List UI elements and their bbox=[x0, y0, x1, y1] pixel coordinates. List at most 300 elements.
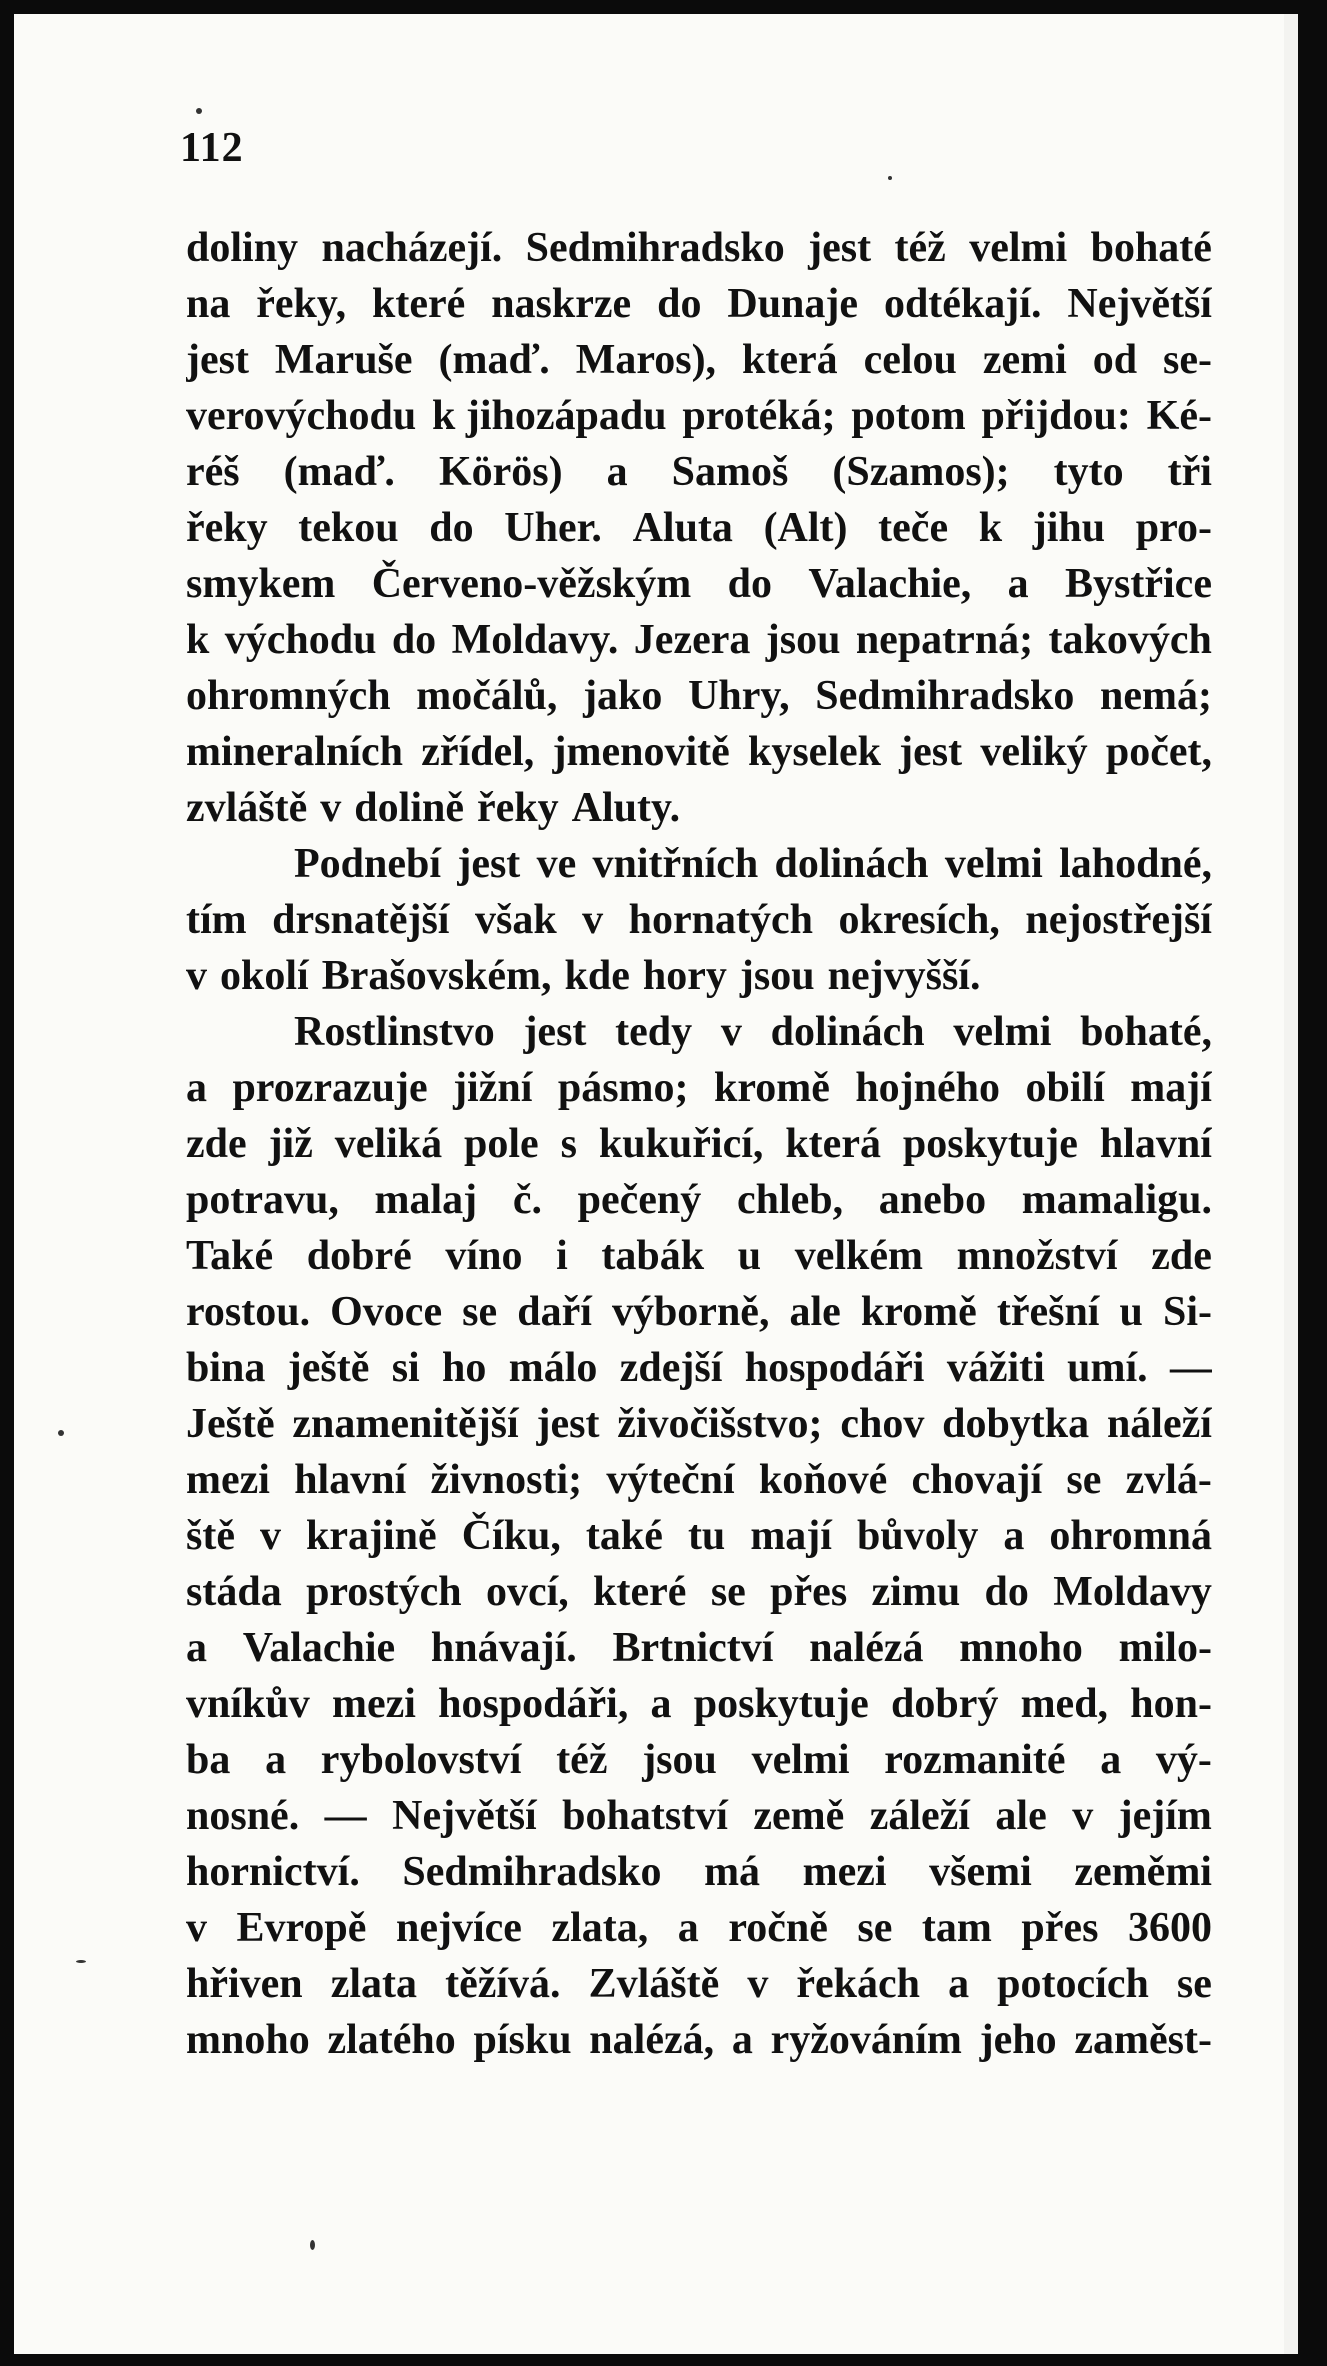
word: zlatého bbox=[327, 2017, 456, 2063]
text-line bbox=[186, 1620, 1212, 1676]
word: obilí bbox=[1025, 1065, 1105, 1111]
word: přes bbox=[770, 1569, 848, 1615]
word: hlavní bbox=[1099, 1121, 1212, 1167]
word: řeky, bbox=[256, 281, 347, 327]
text-line bbox=[186, 444, 1212, 500]
body-text bbox=[186, 220, 1212, 2068]
word: Ké- bbox=[1146, 393, 1212, 439]
word: (Alt) bbox=[763, 505, 848, 551]
word: kde bbox=[564, 953, 630, 999]
word: výteční bbox=[606, 1457, 735, 1503]
word: všemi bbox=[929, 1849, 1032, 1895]
text-line bbox=[186, 1564, 1212, 1620]
word: dobrý bbox=[891, 1681, 999, 1727]
word: — bbox=[324, 1793, 367, 1839]
word: daří bbox=[517, 1289, 592, 1335]
word: naskrze bbox=[491, 281, 632, 327]
word: se bbox=[1066, 1457, 1102, 1503]
word: a bbox=[731, 2017, 753, 2063]
word: však bbox=[474, 897, 557, 943]
word: jest bbox=[186, 337, 249, 383]
word: mezi bbox=[186, 1457, 270, 1503]
text-line bbox=[186, 836, 1212, 892]
text-line bbox=[186, 892, 1212, 948]
word: jest bbox=[457, 841, 521, 887]
word: Maros), bbox=[575, 337, 717, 383]
word: Rostlinstvo bbox=[294, 1009, 495, 1055]
word: ryžováním bbox=[770, 2017, 962, 2063]
word: do bbox=[984, 1569, 1029, 1615]
word: velmi bbox=[944, 841, 1043, 887]
word: kukuřicí, bbox=[598, 1121, 764, 1167]
text-line bbox=[186, 1004, 1212, 1060]
word: ale bbox=[995, 1793, 1047, 1839]
word: med, bbox=[1020, 1681, 1109, 1727]
text-line bbox=[186, 1452, 1212, 1508]
word: málo bbox=[508, 1345, 598, 1391]
word: přijdou: bbox=[981, 393, 1131, 439]
word: jest bbox=[536, 1401, 600, 1447]
word: stáda bbox=[186, 1569, 282, 1615]
word: těžívá. bbox=[445, 1961, 561, 2007]
text-line bbox=[186, 220, 1212, 276]
word: mezi bbox=[802, 1849, 887, 1895]
word: (maď. bbox=[283, 449, 395, 495]
word: zvláště bbox=[186, 785, 308, 831]
word: pásmo; bbox=[557, 1065, 689, 1111]
word: tu bbox=[687, 1513, 726, 1559]
word: a bbox=[677, 1905, 699, 1951]
word: močálů, bbox=[416, 673, 558, 719]
word: řeky bbox=[186, 505, 268, 551]
print-speck bbox=[310, 2240, 315, 2250]
word: přes bbox=[1021, 1905, 1099, 1951]
word: hnávají. bbox=[430, 1625, 577, 1671]
word: ště bbox=[186, 1513, 235, 1559]
text-line bbox=[186, 1284, 1212, 1340]
print-speck bbox=[76, 1960, 86, 1963]
word: nalézá, bbox=[589, 2017, 715, 2063]
word: země bbox=[753, 1793, 845, 1839]
word: ho bbox=[442, 1345, 487, 1391]
word: koňové bbox=[758, 1457, 888, 1503]
word: Největší bbox=[1067, 281, 1212, 327]
word: v bbox=[186, 1905, 207, 1951]
word: hory bbox=[642, 953, 727, 999]
word: tedy bbox=[615, 1009, 693, 1055]
word: pole bbox=[464, 1121, 539, 1167]
word: bůvoly bbox=[856, 1513, 979, 1559]
word: Zvláště bbox=[588, 1961, 720, 2007]
word: ale bbox=[789, 1289, 841, 1335]
word: doliny bbox=[186, 225, 299, 271]
word: též bbox=[894, 225, 946, 271]
text-line bbox=[186, 668, 1212, 724]
word: a bbox=[186, 1625, 207, 1671]
word: bohaté bbox=[1090, 225, 1212, 271]
word: zeměmi bbox=[1074, 1849, 1212, 1895]
word: k bbox=[978, 505, 1003, 551]
word: zdejší bbox=[619, 1345, 723, 1391]
word: poskytuje bbox=[902, 1121, 1078, 1167]
word: a bbox=[948, 1961, 970, 2007]
word: verovýchodu bbox=[186, 393, 417, 439]
word: též bbox=[556, 1737, 608, 1783]
word: hospodáři, bbox=[438, 1681, 629, 1727]
word: pro- bbox=[1135, 505, 1212, 551]
word: dolině bbox=[354, 785, 464, 831]
word: odtékají. bbox=[883, 281, 1042, 327]
word: potocích bbox=[997, 1961, 1149, 2007]
word: živočišstvo; bbox=[617, 1401, 823, 1447]
word: nacházejí. bbox=[321, 225, 503, 271]
text-line bbox=[186, 332, 1212, 388]
word: zřídel, bbox=[421, 729, 535, 775]
word: veliká bbox=[334, 1121, 443, 1167]
word: zde bbox=[1151, 1233, 1212, 1279]
text-line bbox=[186, 556, 1212, 612]
text-line bbox=[186, 1788, 1212, 1844]
word: zlata bbox=[330, 1961, 418, 2007]
word: od bbox=[1092, 337, 1138, 383]
word: v bbox=[1072, 1793, 1094, 1839]
word: a bbox=[1003, 1513, 1025, 1559]
word: a bbox=[265, 1737, 287, 1783]
word: záleží bbox=[869, 1793, 970, 1839]
word: rostou. bbox=[186, 1289, 311, 1335]
word: velkém bbox=[794, 1233, 923, 1279]
word: réš bbox=[186, 449, 240, 495]
word: drsnatější bbox=[272, 897, 450, 943]
text-line bbox=[186, 1116, 1212, 1172]
word: tyto bbox=[1053, 449, 1124, 495]
word: ohromná bbox=[1049, 1513, 1212, 1559]
page-number: 112 bbox=[180, 125, 244, 171]
word: řekách bbox=[796, 1961, 921, 2007]
word: již bbox=[268, 1121, 313, 1167]
word: tři bbox=[1167, 449, 1212, 495]
word: zvlá- bbox=[1125, 1457, 1212, 1503]
word: třešní bbox=[996, 1289, 1100, 1335]
word: mají bbox=[750, 1513, 832, 1559]
text-line bbox=[186, 948, 1212, 1004]
word: lahodné, bbox=[1059, 841, 1212, 887]
text-line bbox=[186, 500, 1212, 556]
word: velmi bbox=[969, 225, 1068, 271]
word: Maruše bbox=[274, 337, 413, 383]
word: a bbox=[186, 1065, 207, 1111]
word: Samoš bbox=[671, 449, 789, 495]
word: živnosti; bbox=[430, 1457, 583, 1503]
word: krajině bbox=[306, 1513, 437, 1559]
word: v bbox=[260, 1513, 281, 1559]
word: Uher. bbox=[504, 505, 602, 551]
word: nejvyšší. bbox=[827, 953, 981, 999]
word: se bbox=[710, 1569, 746, 1615]
word: Moldavy bbox=[1053, 1569, 1212, 1615]
word: Ještě bbox=[186, 1401, 275, 1447]
word: ročně bbox=[728, 1905, 828, 1951]
word: na bbox=[186, 281, 231, 327]
word: písku bbox=[473, 2017, 572, 2063]
word: okolí bbox=[220, 953, 309, 999]
word: malaj bbox=[374, 1177, 478, 1223]
word: tabák bbox=[601, 1233, 705, 1279]
word: Sedmihradsko bbox=[815, 673, 1075, 719]
word: zimu bbox=[871, 1569, 961, 1615]
word: do bbox=[391, 617, 437, 663]
word: Sedmihradsko bbox=[402, 1849, 662, 1895]
word: hornatých bbox=[628, 897, 813, 943]
word: i bbox=[556, 1233, 568, 1279]
word: hospodáři bbox=[744, 1345, 925, 1391]
text-line bbox=[186, 612, 1212, 668]
word: Valachie, bbox=[808, 561, 972, 607]
word: Červeno-věžským bbox=[371, 561, 692, 607]
word: jejím bbox=[1118, 1793, 1212, 1839]
text-line bbox=[186, 276, 1212, 332]
word: do bbox=[657, 281, 702, 327]
word: se bbox=[857, 1905, 893, 1951]
word: dobytka bbox=[942, 1401, 1090, 1447]
word: Körös) bbox=[438, 449, 563, 495]
word: vnitřních bbox=[592, 841, 759, 887]
word: ohromných bbox=[186, 673, 391, 719]
word: v bbox=[582, 897, 604, 943]
word: nejvíce bbox=[395, 1905, 522, 1951]
word: okresích, bbox=[838, 897, 1000, 943]
word: víno bbox=[445, 1233, 523, 1279]
word: se- bbox=[1163, 337, 1212, 383]
word: zlata, bbox=[551, 1905, 649, 1951]
word: poskytuje bbox=[693, 1681, 869, 1727]
text-line bbox=[186, 1396, 1212, 1452]
word: 3600 bbox=[1127, 1905, 1212, 1951]
word: chov bbox=[840, 1401, 925, 1447]
word: velmi bbox=[953, 1009, 1052, 1055]
word: mamaligu. bbox=[1021, 1177, 1212, 1223]
word: bohaté, bbox=[1080, 1009, 1212, 1055]
word: mnoho bbox=[959, 1625, 1083, 1671]
word: vážiti bbox=[946, 1345, 1045, 1391]
word: má bbox=[704, 1849, 761, 1895]
word: hlavní bbox=[294, 1457, 407, 1503]
word: kromě bbox=[860, 1289, 977, 1335]
word: protéká; bbox=[682, 393, 836, 439]
word: Si- bbox=[1162, 1289, 1212, 1335]
word: Podnebí bbox=[294, 841, 442, 887]
word: Také bbox=[186, 1233, 274, 1279]
word: počet, bbox=[1105, 729, 1212, 775]
text-line bbox=[186, 1060, 1212, 1116]
word: zaměst- bbox=[1074, 2017, 1212, 2063]
word: Brašovském, bbox=[321, 953, 552, 999]
word: vý- bbox=[1155, 1737, 1212, 1783]
text-line bbox=[186, 2012, 1212, 2068]
word: u bbox=[737, 1233, 762, 1279]
word: Jezera bbox=[633, 617, 751, 663]
word: veliký bbox=[980, 729, 1088, 775]
word: které bbox=[372, 281, 466, 327]
word: dolinách bbox=[770, 1009, 925, 1055]
print-speck bbox=[888, 176, 892, 180]
word: hojného bbox=[855, 1065, 1001, 1111]
word: jižní bbox=[453, 1065, 533, 1111]
text-line bbox=[186, 1844, 1212, 1900]
word: jsou bbox=[765, 617, 841, 663]
word: jako bbox=[583, 673, 663, 719]
word: výborně, bbox=[611, 1289, 770, 1335]
word: zemi bbox=[982, 337, 1067, 383]
word: k jihozápadu bbox=[432, 393, 667, 439]
word: také bbox=[585, 1513, 663, 1559]
word: Valachie bbox=[242, 1625, 396, 1671]
word: umí. bbox=[1067, 1345, 1148, 1391]
word: hornictví. bbox=[186, 1849, 360, 1895]
text-line bbox=[186, 1228, 1212, 1284]
text-line bbox=[186, 1508, 1212, 1564]
word: smykem bbox=[186, 561, 336, 607]
word: Dunaje bbox=[727, 281, 859, 327]
word: v bbox=[747, 1961, 769, 2007]
word: Číku, bbox=[461, 1513, 561, 1559]
text-line bbox=[186, 1340, 1212, 1396]
word: Největší bbox=[392, 1793, 537, 1839]
word: chovají bbox=[911, 1457, 1043, 1503]
word: Evropě bbox=[236, 1905, 367, 1951]
text-line bbox=[186, 1676, 1212, 1732]
word: kromě bbox=[713, 1065, 830, 1111]
word: nejostřejší bbox=[1025, 897, 1212, 943]
word: jest bbox=[523, 1009, 587, 1055]
word: mezi bbox=[331, 1681, 416, 1727]
word: bohatství bbox=[562, 1793, 728, 1839]
word: jmenovitě bbox=[552, 729, 730, 775]
text-line bbox=[186, 724, 1212, 780]
word: do bbox=[429, 505, 474, 551]
word: v bbox=[320, 785, 342, 831]
word: ovcí, bbox=[486, 1569, 569, 1615]
word: v bbox=[720, 1009, 742, 1055]
word: (maď. bbox=[438, 337, 550, 383]
word: prozrazuje bbox=[232, 1065, 428, 1111]
word: a bbox=[606, 449, 628, 495]
word: a bbox=[650, 1681, 672, 1727]
word: mnoho bbox=[186, 2017, 310, 2063]
word: k bbox=[186, 617, 210, 663]
word: (Szamos); bbox=[832, 449, 1010, 495]
word: která bbox=[742, 337, 838, 383]
word: celou bbox=[863, 337, 957, 383]
word: a bbox=[1100, 1737, 1122, 1783]
word: ve bbox=[536, 841, 577, 887]
word: jsou bbox=[642, 1737, 717, 1783]
word: dobré bbox=[306, 1233, 412, 1279]
word: mají bbox=[1130, 1065, 1212, 1111]
word: nalézá bbox=[809, 1625, 924, 1671]
word: Aluta bbox=[632, 505, 733, 551]
word: potom bbox=[851, 393, 966, 439]
word: rozmanité bbox=[884, 1737, 1066, 1783]
word: s bbox=[560, 1121, 577, 1167]
print-speck bbox=[196, 108, 202, 114]
word: jest bbox=[899, 729, 963, 775]
word: č. bbox=[512, 1177, 542, 1223]
text-line bbox=[186, 388, 1212, 444]
word: zde bbox=[186, 1121, 247, 1167]
word: se bbox=[462, 1289, 498, 1335]
print-speck bbox=[58, 1430, 64, 1436]
word: milo- bbox=[1118, 1625, 1212, 1671]
word: mineralních bbox=[186, 729, 403, 775]
word: rybolovství bbox=[320, 1737, 522, 1783]
word: anebo bbox=[878, 1177, 987, 1223]
word: která bbox=[785, 1121, 881, 1167]
word: náleží bbox=[1106, 1401, 1212, 1447]
word: jeho bbox=[979, 2017, 1057, 2063]
word: — bbox=[1170, 1345, 1212, 1391]
word: bina bbox=[186, 1345, 266, 1391]
word: Bystřice bbox=[1065, 561, 1212, 607]
word: chleb, bbox=[736, 1177, 844, 1223]
word: řeky bbox=[477, 785, 559, 831]
word: množství bbox=[956, 1233, 1118, 1279]
word: velmi bbox=[751, 1737, 850, 1783]
word: nemá; bbox=[1099, 673, 1212, 719]
word: hon- bbox=[1130, 1681, 1212, 1727]
text-line bbox=[186, 1900, 1212, 1956]
word: si bbox=[391, 1345, 420, 1391]
word: pečený bbox=[577, 1177, 702, 1223]
word: kyselek bbox=[747, 729, 881, 775]
word: jsou bbox=[739, 953, 815, 999]
word: se bbox=[1176, 1961, 1212, 2007]
text-line bbox=[186, 1172, 1212, 1228]
word: Uhry, bbox=[688, 673, 790, 719]
word: takových bbox=[1048, 617, 1212, 663]
word: tím bbox=[186, 897, 247, 943]
word: Sedmihradsko bbox=[525, 225, 785, 271]
word: ba bbox=[186, 1737, 231, 1783]
word: dolinách bbox=[774, 841, 929, 887]
word: prostých bbox=[306, 1569, 462, 1615]
word: hřiven bbox=[186, 1961, 303, 2007]
word: nepatrná; bbox=[855, 617, 1034, 663]
text-line bbox=[186, 1956, 1212, 2012]
word: Moldavy. bbox=[451, 617, 619, 663]
word: u bbox=[1119, 1289, 1143, 1335]
word: které bbox=[593, 1569, 687, 1615]
word: Aluty. bbox=[571, 785, 681, 831]
word: Brtnictví bbox=[612, 1625, 774, 1671]
word: teče bbox=[878, 505, 949, 551]
word: jihu bbox=[1032, 505, 1106, 551]
word: Ovoce bbox=[330, 1289, 443, 1335]
word: do bbox=[727, 561, 772, 607]
word: v bbox=[186, 953, 207, 999]
word: nosné. bbox=[186, 1793, 300, 1839]
word: a bbox=[1007, 561, 1029, 607]
word: tam bbox=[921, 1905, 992, 1951]
word: jest bbox=[808, 225, 872, 271]
word: tekou bbox=[298, 505, 399, 551]
word: potravu, bbox=[186, 1177, 339, 1223]
text-line bbox=[186, 780, 1212, 836]
word: východu bbox=[224, 617, 377, 663]
text-line bbox=[186, 1732, 1212, 1788]
word: vníkův bbox=[186, 1681, 310, 1727]
word: znamenitější bbox=[292, 1401, 519, 1447]
